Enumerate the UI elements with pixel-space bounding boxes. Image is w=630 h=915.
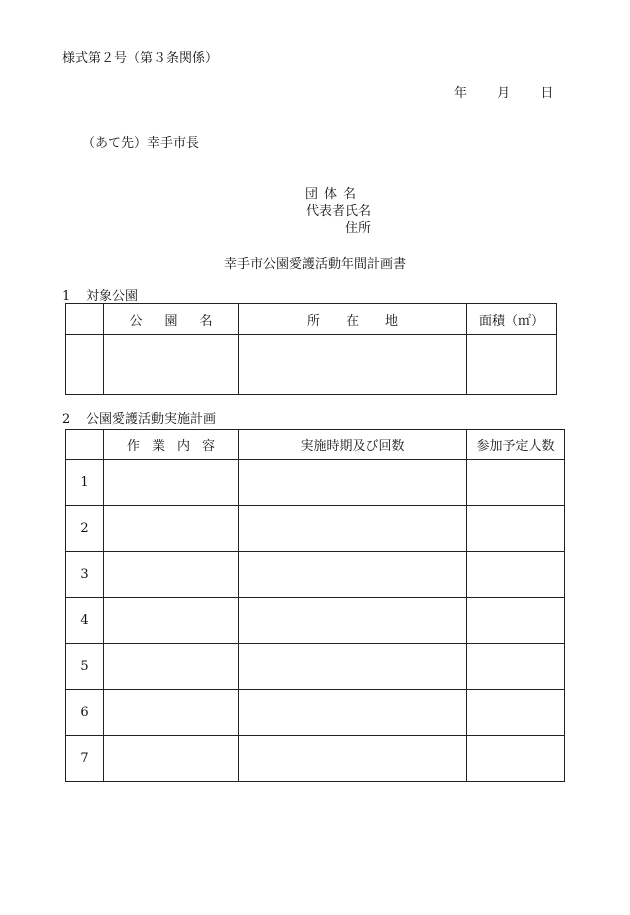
schedule-cell[interactable] [239,506,467,552]
schedule-cell[interactable] [239,644,467,690]
participants-cell[interactable] [467,690,565,736]
area-cell[interactable] [467,335,557,395]
row-number: 1 [66,460,104,506]
table-row [66,736,565,782]
table-header-row [66,430,565,460]
participants-cell[interactable] [467,506,565,552]
address-label: 住所 [344,221,371,236]
section2-number: 2 [62,412,71,427]
row-number: 4 [66,598,104,644]
participants-cell[interactable] [467,598,565,644]
row-number: 6 [66,690,104,736]
table-row [66,335,557,395]
work-content-cell[interactable] [104,690,239,736]
header-participants: 参加予定人数 [467,430,565,460]
work-content-cell[interactable] [104,460,239,506]
table-row [66,552,565,598]
row-number: 7 [66,736,104,782]
table-row [66,598,565,644]
document-title: 幸手市公園愛護活動年間計画書 [223,257,406,272]
row-number: 2 [66,506,104,552]
header-area: 面積（㎡） [467,304,557,335]
row-number: 5 [66,644,104,690]
work-content-cell[interactable] [104,598,239,644]
participants-cell[interactable] [467,736,565,782]
section1-number: 1 [62,289,71,304]
schedule-cell[interactable] [239,460,467,506]
schedule-cell[interactable] [239,598,467,644]
work-content-cell[interactable] [104,506,239,552]
applicant-block [305,186,371,237]
table-cell[interactable] [66,335,104,395]
header-blank [66,430,104,460]
group-name-label: 団体名 [305,187,363,202]
header-blank [66,304,104,335]
schedule-cell[interactable] [239,552,467,598]
participants-cell[interactable] [467,552,565,598]
header-work-content: 作業内容 [104,430,239,460]
section1-title: 対象公園 [86,289,139,304]
date-month: 月 [497,86,511,101]
representative-label: 代表者氏名 [305,204,371,219]
form-number: 様式第２号（第３条関係） [62,51,219,66]
table-row [66,690,565,736]
participants-cell[interactable] [467,644,565,690]
addressee: （あて先）幸手市長 [82,136,200,151]
table-row [66,644,565,690]
park-name-cell[interactable] [104,335,239,395]
row-number: 3 [66,552,104,598]
location-cell[interactable] [239,335,467,395]
participants-cell[interactable] [467,460,565,506]
activity-plan-table [65,429,565,782]
table-header-row [66,304,557,335]
header-schedule: 実施時期及び回数 [239,430,467,460]
date-year: 年 [454,86,468,101]
section2-heading [62,413,216,426]
date-line [454,87,553,100]
date-day: 日 [540,86,554,101]
table-row [66,506,565,552]
work-content-cell[interactable] [104,644,239,690]
schedule-cell[interactable] [239,736,467,782]
section1-heading [62,290,138,303]
work-content-cell[interactable] [104,552,239,598]
table-row [66,460,565,506]
header-park-name: 公園名 [104,304,239,335]
schedule-cell[interactable] [239,690,467,736]
target-park-table [65,303,557,395]
header-location: 所在地 [239,304,467,335]
work-content-cell[interactable] [104,736,239,782]
section2-title: 公園愛護活動実施計画 [86,412,217,427]
